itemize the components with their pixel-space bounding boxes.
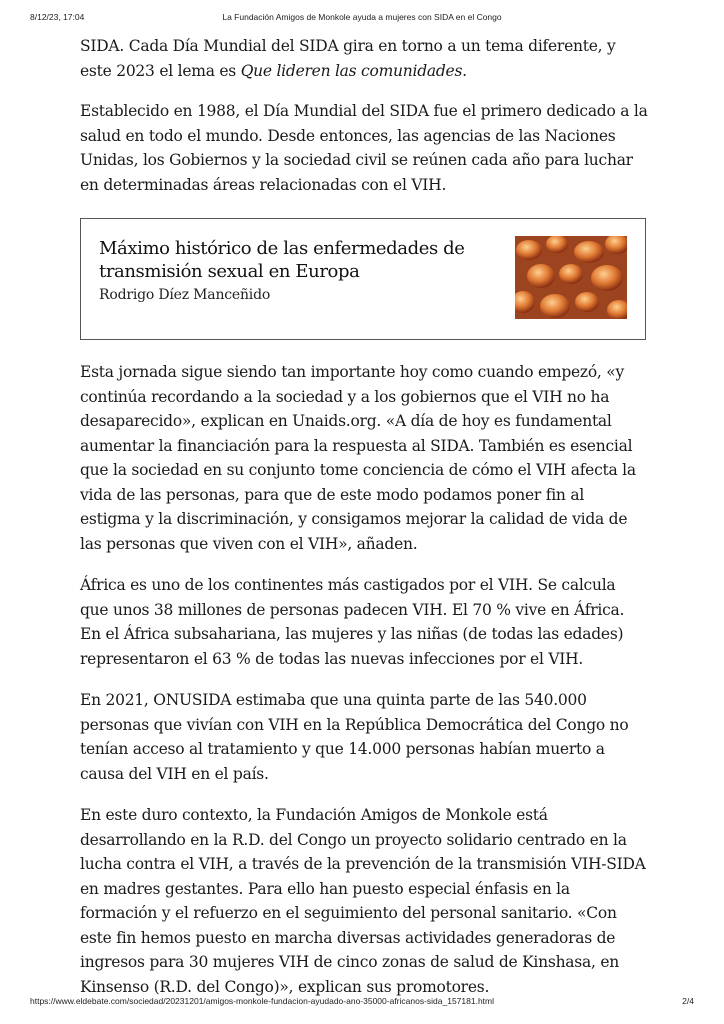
paragraph-congo-stats: En 2021, ONUSIDA estimaba que una quinta parte de las 540.000 personas que vivían con VIH en la República Democrática del Congo no tenían acceso al tratamiento y que 14.000 personas habían muerto a causa del VIH en el país. bbox=[80, 691, 629, 783]
paragraph-theme-end: . bbox=[462, 61, 467, 80]
related-article-author: Rodrigo Díez Manceñido bbox=[99, 287, 271, 303]
paragraph-theme bbox=[80, 34, 648, 83]
print-url: https://www.eldebate.com/sociedad/20231201/amigos-monkole-fundacion-ayudado-ano-35000-africanos-sida_157181.html bbox=[30, 996, 495, 1006]
page-number: 2/4 bbox=[682, 996, 694, 1006]
paragraph-theme-text: SIDA. Cada Día Mundial del SIDA gira en torno a un tema diferente, y este 2023 el lema es bbox=[80, 37, 616, 80]
paragraph-africa-stats: África es uno de los continentes más castigados por el VIH. Se calcula que unos 38 millones de personas padecen VIH. El 70 % vive en África. En el África subsahariana, las mujeres y las niñas (de todas las edades) representaron el 63 % de todas las nuevas infecciones por el VIH. bbox=[80, 576, 625, 668]
paragraph-unaids-quote: Esta jornada sigue siendo tan importante hoy como cuando empezó, «y continúa recordando a la sociedad y a los gobiernos que el VIH no ha desaparecido», explican en Unaids.org. «A día de hoy es fundamental aumentar la financiación para la respuesta al SIDA. También es esencial que la sociedad en su conjunto tome conciencia de cómo el VIH afecta la vida de las personas, para que de este modo podamos poner fin al estigma y la discriminación, y consigamos mejorar la calidad de vida de las personas que viven con el VIH», añaden. bbox=[80, 363, 636, 553]
paragraph-monkole-project: En este duro contexto, la Fundación Amigos de Monkole está desarrollando en la R.D. del Congo un proyecto solidario centrado en la lucha contra el VIH, a través de la prevención de la transmisión VIH-SIDA en madres gestantes. Para ello han puesto especial énfasis en la formación y el refuerzo en el seguimiento del personal sanitario. «Con este fin hemos puesto en marcha diversas actividades generadoras de ingresos para 30 mujeres VIH de cinco zonas de salud de Kinshasa, en Kinsenso (R.D. del Congo)», explican sus promotores. bbox=[80, 806, 646, 996]
theme-slogan: Que lideren las comunidades bbox=[240, 61, 463, 80]
print-header bbox=[30, 12, 694, 24]
print-datetime: 8/12/23, 17:04 bbox=[30, 12, 85, 22]
print-footer bbox=[30, 996, 694, 1008]
print-doc-title: La Fundación Amigos de Monkole ayuda a mujeres con SIDA en el Congo bbox=[222, 12, 502, 22]
related-article-title[interactable]: Máximo histórico de las enfermedades de transmisión sexual en Europa bbox=[99, 238, 465, 282]
article-body bbox=[80, 34, 648, 999]
bacteria-microscope-image[interactable] bbox=[515, 236, 627, 319]
related-article-card[interactable] bbox=[80, 218, 646, 340]
paragraph-history: Establecido en 1988, el Día Mundial del SIDA fue el primero dedicado a la salud en todo el mundo. Desde entonces, las agencias de las Naciones Unidas, los Gobiernos y la sociedad civil se reúnen cada año para luchar en determinadas áreas relacionadas con el VIH. bbox=[80, 102, 648, 194]
